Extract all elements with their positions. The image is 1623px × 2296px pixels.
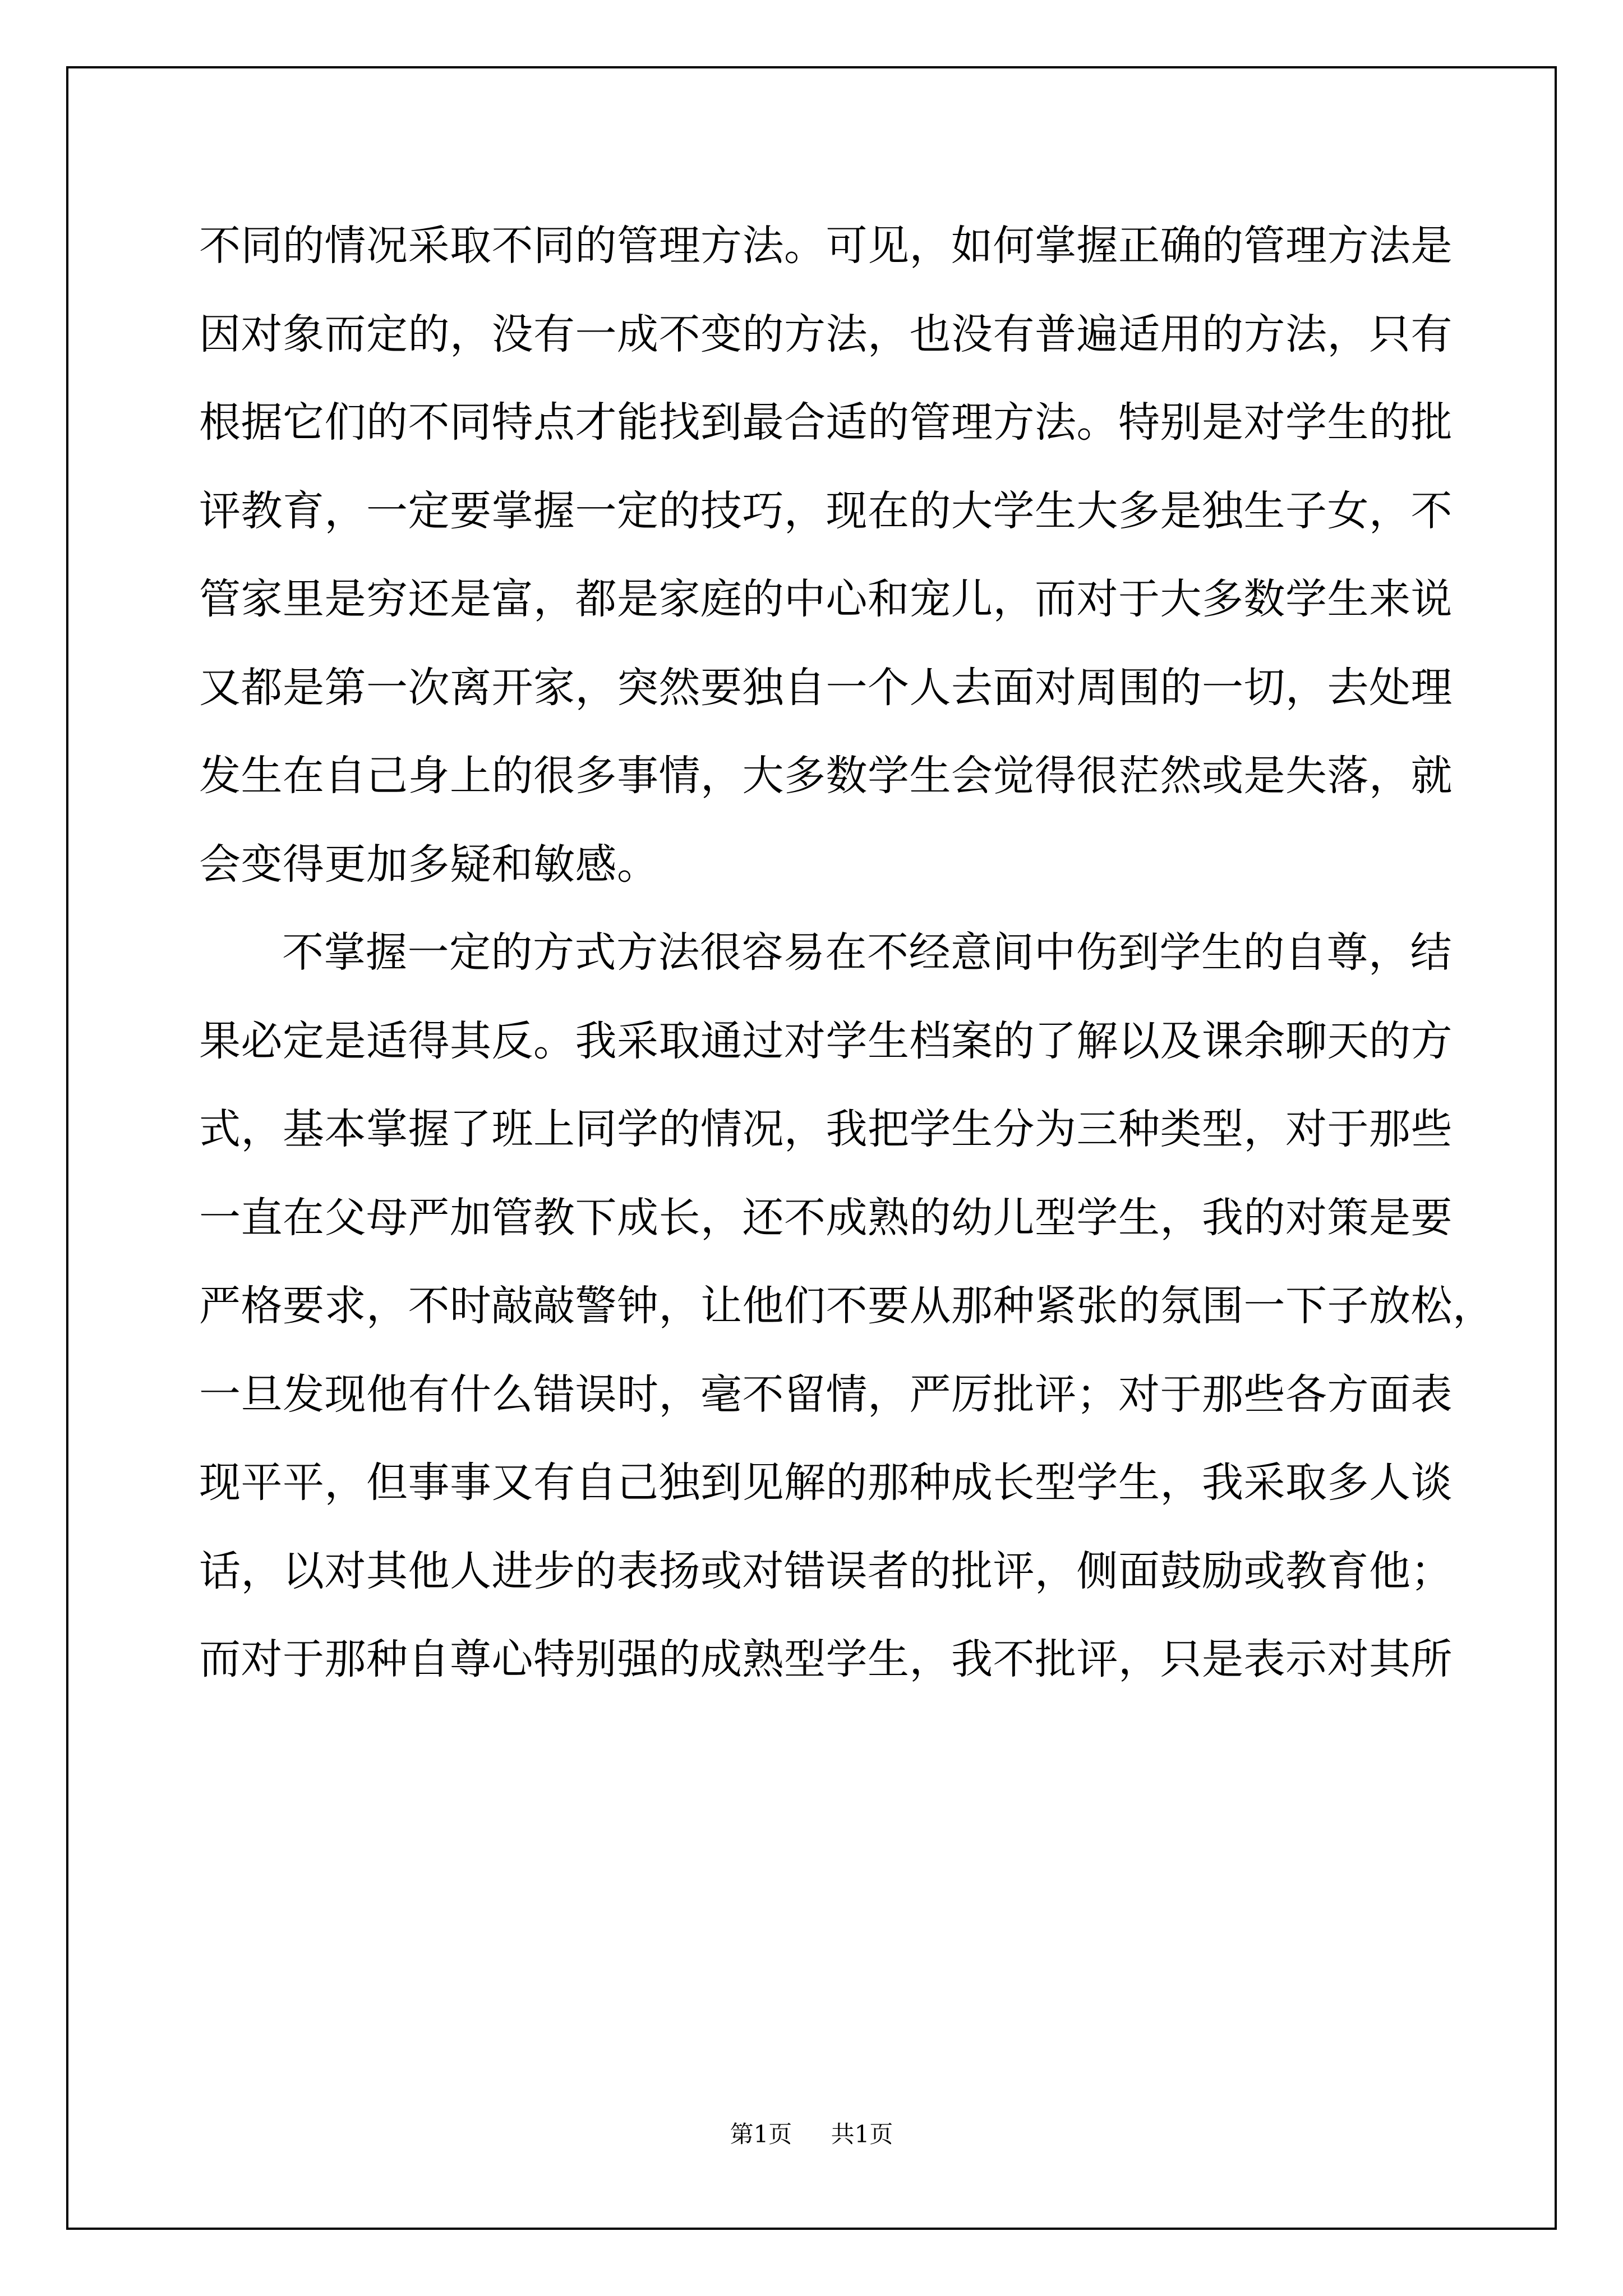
paragraph-2 — [199, 909, 1495, 1704]
text-line: 不掌握一定的方式方法很容易在不经意间中伤到学生的自尊，结 — [282, 928, 1452, 977]
paragraph-1 — [199, 202, 1453, 909]
text-line: 不同的情况采取不同的管理方法。可见，如何掌握正确的管理方法是 — [199, 222, 1453, 270]
page-footer — [0, 2116, 1623, 2150]
text-line: 严格要求，不时敲敲警钟，让他们不要从那种紧张的氛围一下子放松， — [199, 1282, 1495, 1330]
text-line: 评教育，一定要掌握一定的技巧，现在的大学生大多是独生子女，不 — [199, 486, 1453, 535]
text-line: 会变得更加多疑和敏感。 — [199, 840, 659, 889]
text-line: 因对象而定的，没有一成不变的方法，也没有普遍适用的方法，只有 — [199, 310, 1453, 358]
text-line: 式，基本掌握了班上同学的情况，我把学生分为三种类型，对于那些 — [199, 1105, 1453, 1153]
text-line: 根据它们的不同特点才能找到最合适的管理方法。特别是对学生的批 — [199, 398, 1453, 447]
text-line: 一旦发现他有什么错误时，毫不留情，严厉批评；对于那些各方面表 — [199, 1370, 1453, 1419]
document-body — [199, 202, 1495, 1704]
page-total: 共1页 — [831, 2120, 893, 2148]
text-line: 发生在自己身上的很多事情，大多数学生会觉得很茫然或是失落，就 — [199, 752, 1453, 800]
text-line: 现平平，但事事又有自己独到见解的那种成长型学生，我采取多人谈 — [199, 1458, 1453, 1507]
text-line: 果必定是适得其反。我采取通过对学生档案的了解以及课余聊天的方 — [199, 1016, 1453, 1065]
text-line: 又都是第一次离开家，突然要独自一个人去面对周围的一切，去处理 — [199, 663, 1453, 712]
text-line: 管家里是穷还是富，都是家庭的中心和宠儿，而对于大多数学生来说 — [199, 575, 1453, 623]
page-number: 第1页 — [730, 2120, 792, 2148]
text-line: 一直在父母严加管教下成长，还不成熟的幼儿型学生，我的对策是要 — [199, 1193, 1453, 1242]
text-line: 话，以对其他人进步的表扬或对错误者的批评，侧面鼓励或教育他； — [199, 1547, 1453, 1595]
text-line: 而对于那种自尊心特别强的成熟型学生，我不批评，只是表示对其所 — [199, 1635, 1453, 1683]
